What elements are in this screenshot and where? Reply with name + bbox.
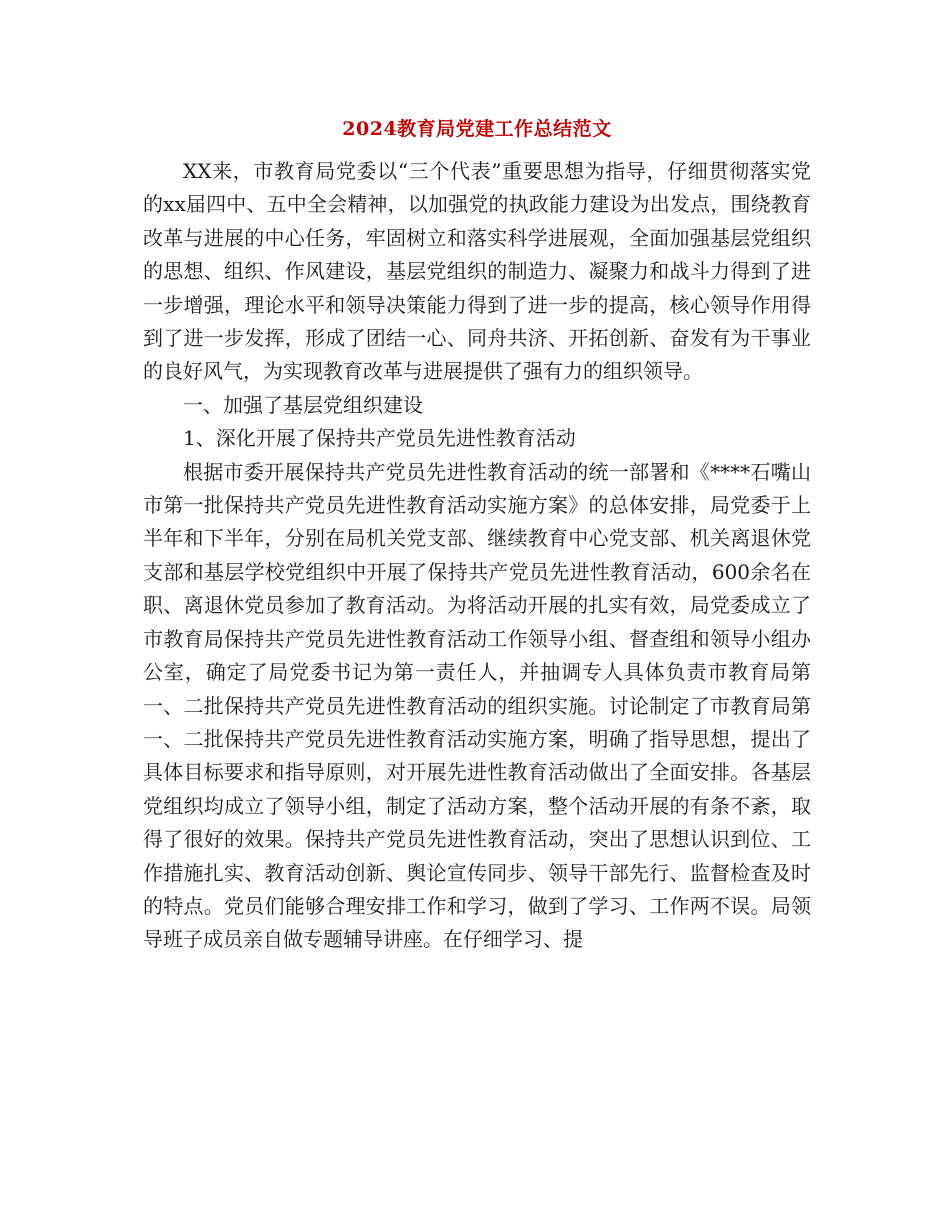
intro-paragraph: XX来，市教育局党委以“三个代表”重要思想为指导，仔细贯彻落实党的xx届四中、五中全会精神，以加强党的执政能力建设为出发点，围绕教育改革与进展的中心任务，牢固树立和落实科学进展观，全面加强基层党组织的思想、组织、作风建设，基层党组织的制造力、凝聚力和战斗力得到了进一步增强，理论水平和领导决策能力得到了进一步的提高，核心领导作用得到了进一步发挥，形成了团结一心、同舟共济、开拓创新、奋发有为干事业的良好风气，为实现教育改革与进展提供了强有力的组织领导。	[143, 159, 811, 384]
body-paragraph: 根据市委开展保持共产党员先进性教育活动的统一部署和《****石嘴山市第一批保持共产党员先进性教育活动实施方案》的总体安排，局党委于上半年和下半年，分别在局机关党支部、继续教育中心党支部、机关离退休党支部和基层学校党组织中开展了保持共产党员先进性教育活动，600余名在职、离退休党员参加了教育活动。为将活动开展的扎实有效，局党委成立了市教育局保持共产党员先进性教育活动工作领导小组、督查组和领导小组办公室，确定了局党委书记为第一责任人，并抽调专人具体负责市教育局第一、二批保持共产党员先进性教育活动的组织实施。讨论制定了市教育局第一、二批保持共产党员先进性教育活动实施方案，明确了指导思想，提出了具体目标要求和指导原则，对开展先进性教育活动做出了全面安排。各基层党组织均成立了领导小组，制定了活动方案，整个活动开展的有条不紊，取得了很好的效果。保持共产党员先进性教育活动，突出了思想认识到位、工作措施扎实、教育活动创新、舆论宣传同步、领导干部先行、监督检查及时的特点。党员们能够合理安排工作和学习，做到了学习、工作两不误。局领导班子成员亲自做专题辅导讲座。在仔细学习、提	[143, 459, 811, 952]
document-title: 2024教育局党建工作总结范文	[342, 118, 612, 140]
document-page	[143, 112, 811, 957]
section-heading-1: 一、加强了基层党组织建设	[183, 392, 423, 417]
subsection-heading-1-1: 1、深化开展了保持共产党员先进性教育活动	[183, 426, 576, 451]
